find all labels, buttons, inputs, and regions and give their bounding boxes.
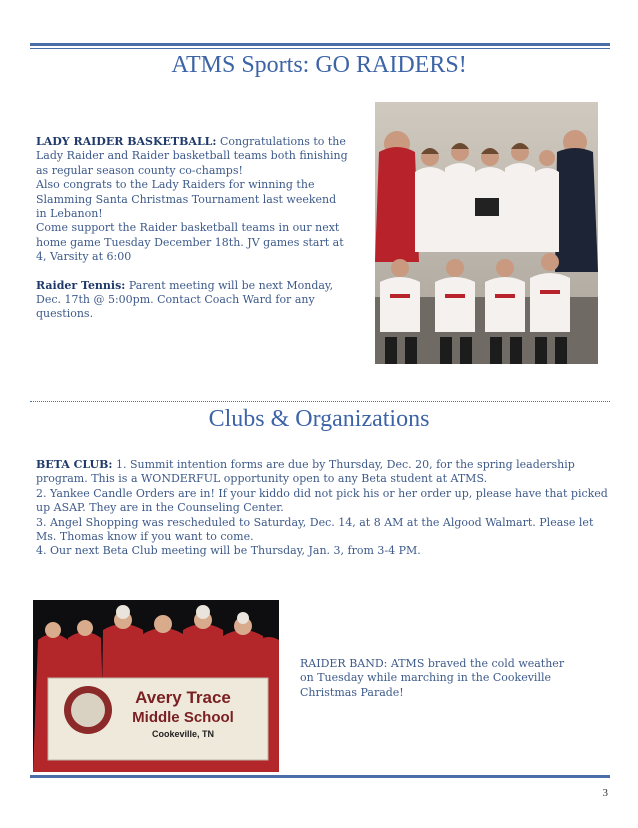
- beta-item-2: 2. Yankee Candle Orders are in! If your kiddo did not pick his or her order up, please have that picked up ASAP. They are in the Counseling Center.: [36, 486, 608, 515]
- top-rule: [30, 43, 610, 46]
- beta-item-1-text: 1. Summit intention forms are due by Thursday, Dec. 20, for the spring leadership program. This is a WONDERFUL opportunity open to any Beta student at ATMS.: [36, 458, 575, 486]
- basketball-paragraph-2: Also congrats to the Lady Raiders for winning the Slamming Santa Christmas Tournament last weekend in Lebanon!: [36, 178, 337, 221]
- basketball-team-photo: [375, 102, 598, 364]
- sports-heading: ATMS Sports: GO RAIDERS!: [171, 52, 467, 78]
- top-rule-thin: [30, 48, 610, 49]
- basketball-paragraph-3: Come support the Raider basketball teams in our next home game Tuesday December 18th. JV games start at 4, Varsity at 6:00: [36, 221, 344, 264]
- beta-item-3: 3. Angel Shopping was rescheduled to Saturday, Dec. 14, at 8 AM at the Algood Walmart. Please let Ms. Thomas know if you want to come.: [36, 515, 594, 544]
- banner-line-3: Cookeville, TN: [151, 729, 215, 739]
- section-divider: [30, 401, 610, 402]
- basketball-paragraph: [36, 135, 348, 178]
- beta-item-4: 4. Our next Beta Club meeting will be Thursday, Jan. 3, from 3-4 PM.: [36, 544, 421, 558]
- clubs-heading: Clubs & Organizations: [208, 406, 430, 432]
- banner-line-1: Avery Trace: [135, 688, 231, 707]
- banner-line-2: Middle School: [132, 709, 234, 726]
- bottom-rule: [30, 775, 610, 778]
- basketball-label: LADY RAIDER BASKETBALL:: [36, 135, 217, 148]
- beta-item-1: [36, 458, 608, 487]
- band-parade-photo: [33, 600, 279, 772]
- beta-label: BETA CLUB:: [36, 458, 113, 471]
- tennis-label: Raider Tennis:: [36, 278, 126, 292]
- beta-club-text: [36, 458, 608, 559]
- page-number: 3: [602, 787, 608, 799]
- sports-text: [36, 135, 348, 322]
- basketball-text: Congratulations to the Lady Raider and Raider basketball teams both finishing as regular season county co-champs!: [36, 135, 348, 177]
- tennis-paragraph: [36, 279, 348, 322]
- tennis-text: Parent meeting will be next Monday, Dec. 17th @ 5:00pm. Contact Coach Ward for any questions.: [36, 278, 334, 321]
- band-caption: RAIDER BAND: ATMS braved the cold weather on Tuesday while marching in the Cookeville Christmas Parade!: [300, 657, 565, 699]
